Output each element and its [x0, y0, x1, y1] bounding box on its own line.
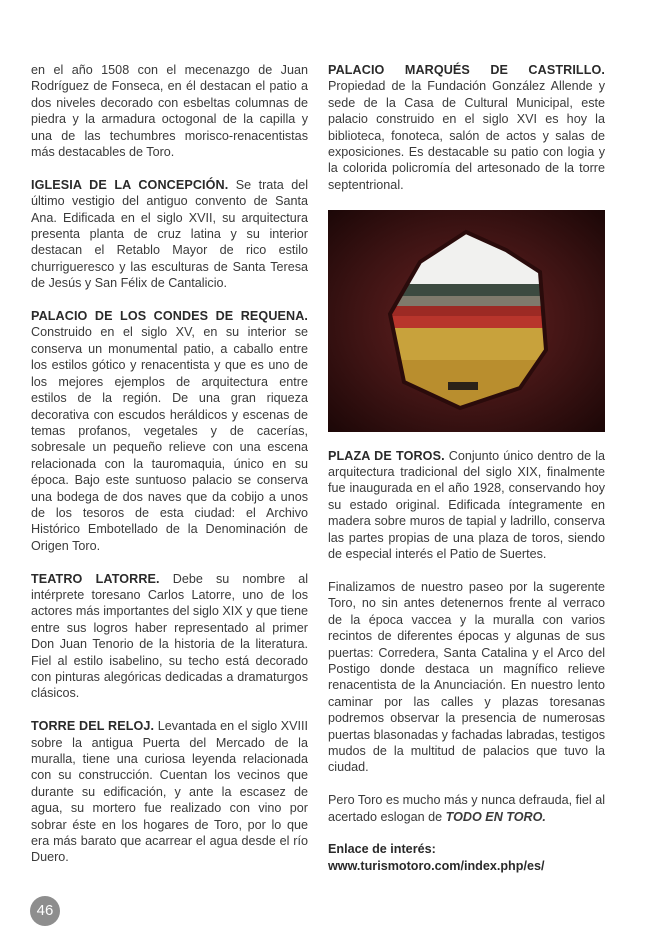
slogan-prefix: Pero Toro es mucho más y nunca defrauda, fiel al acertado eslogan de: [328, 793, 605, 824]
section-plaza-toros: [328, 448, 605, 563]
left-column: [31, 62, 308, 882]
bullring-photo-drawing: [328, 210, 605, 432]
section-body: Construido en el siglo XV, en su interior se conserva un monumental patio, a caballo entre los estilos gótico y renacentista y que es uno de los mejores ejemplos de arquitectura entre estilos de la región. De una gran riqueza decorativa con escudos heráldicos y escenas de temas profanos, vegetales y de cacerías, sobresale un pequeño relieve con una escena relacionada con la tauromaquia, único en su época. Bajo este suntuoso palacio se conserva una bodega de dos naves que da cobijo a unos de los tesoros de esta ciudad: el Archivo Histórico Embotellado de la Denominación de Origen Toro.: [31, 325, 308, 553]
section-body: Propiedad de la Fundación González Allende y sede de la Casa de Cultural Municipal, este palacio construido en el siglo XVI es hoy la biblioteca, fonoteca, salón de actos y salas de exposiciones. Es destacable su patio con logia y la colorida policromía del artesonado de la torre septentrional.: [328, 79, 605, 192]
section-body: Debe su nombre al intérprete toresano Carlos Latorre, uno de los actores más importantes del siglo XIX y que tiene entre sus logros haber representado al primer Don Juan Tenorio de la historia de la literatura. Fiel al estilo isabelino, su techo está decorado con pinturas alegóricas dedicadas a dramaturgos clásicos.: [31, 571, 308, 701]
intro-paragraph: en el año 1508 con el mecenazgo de Juan Rodríguez de Fonseca, en él destacan el patio a dos niveles decorado con esbeltas columnas de piedra y la armadura octogonal de la capilla y una de las techumbres morisco-renacentistas más destacables de Toro.: [31, 63, 308, 160]
section-palacio-castrillo: [328, 62, 605, 193]
right-column: [328, 62, 605, 891]
closing-paragraph: Finalizamos de nuestro paseo por la sugerente Toro, no sin antes detenernos frente al verraco de la época vaccea y la muralla con varios recintos de diferentes épocas y algunas de sus puertas: Corredera, Santa Catalina y el Arco del Postigo donde destaca un magnífico relieve renacentista de la Anunciación. En nuestro lento caminar por las calles y plazas toresanas podremos observar la presencia de numerosas puertas blasonadas y fachadas labradas, testigos mudos de la multitud de palacios que tuvo la ciudad.: [328, 579, 605, 775]
section-title: PALACIO MARQUÉS DE CASTRILLO.: [328, 63, 605, 77]
section-torre: [31, 718, 308, 866]
section-title: TEATRO LATORRE.: [31, 571, 160, 586]
link-label: Enlace de interés:: [328, 842, 436, 857]
section-title: IGLESIA DE LA CONCEPCIÓN.: [31, 177, 229, 192]
section-title: PLAZA DE TOROS.: [328, 448, 445, 463]
section-body: Se trata del último vestigio del antiguo convento de Santa Ana. Edificada en el siglo XVII, su arquitectura presenta planta de cruz latina y su interior destacan el Retablo Mayor de rico estilo churrigueresco y las esculturas de Santa Teresa de Jesús y San Félix de Cantalicio.: [31, 177, 309, 291]
section-title: PALACIO DE LOS CONDES DE REQUENA.: [31, 309, 308, 324]
slogan-paragraph: [328, 792, 605, 825]
section-title: TORRE DEL RELOJ.: [31, 719, 155, 734]
bullring-photo: [328, 210, 605, 432]
section-iglesia: [31, 177, 308, 292]
section-body: Conjunto único dentro de la arquitectura tradicional del siglo XIX, finalmente fue inaugurada en el año 1928, conservando hoy su estado original. Edificada íntegramente en madera sobre muros de tapial y ladrillo, conserva las partes propias de una plaza de toros, siendo de especial interés el Patio de Suertes.: [328, 448, 605, 562]
section-palacio-requena: [31, 308, 308, 554]
website-link[interactable]: www.turismotoro.com/index.php/es/: [328, 858, 545, 873]
page-number-badge: 46: [30, 896, 60, 926]
link-block: [328, 841, 605, 874]
section-teatro: [31, 571, 308, 702]
section-body: Levantada en el siglo XVIII sobre la antigua Puerta del Mercado de la muralla, tiene una curiosa leyenda relacionada con su construcción. Cuentan los vecinos que durante su edificación, y ante la escasez de agua, su mortero fue realizado con vino por sobrar éste en los hogares de Toro, por lo que era más barato que acarrear el agua desde el río Duero.: [31, 719, 308, 865]
slogan-text: TODO EN TORO.: [445, 809, 546, 824]
